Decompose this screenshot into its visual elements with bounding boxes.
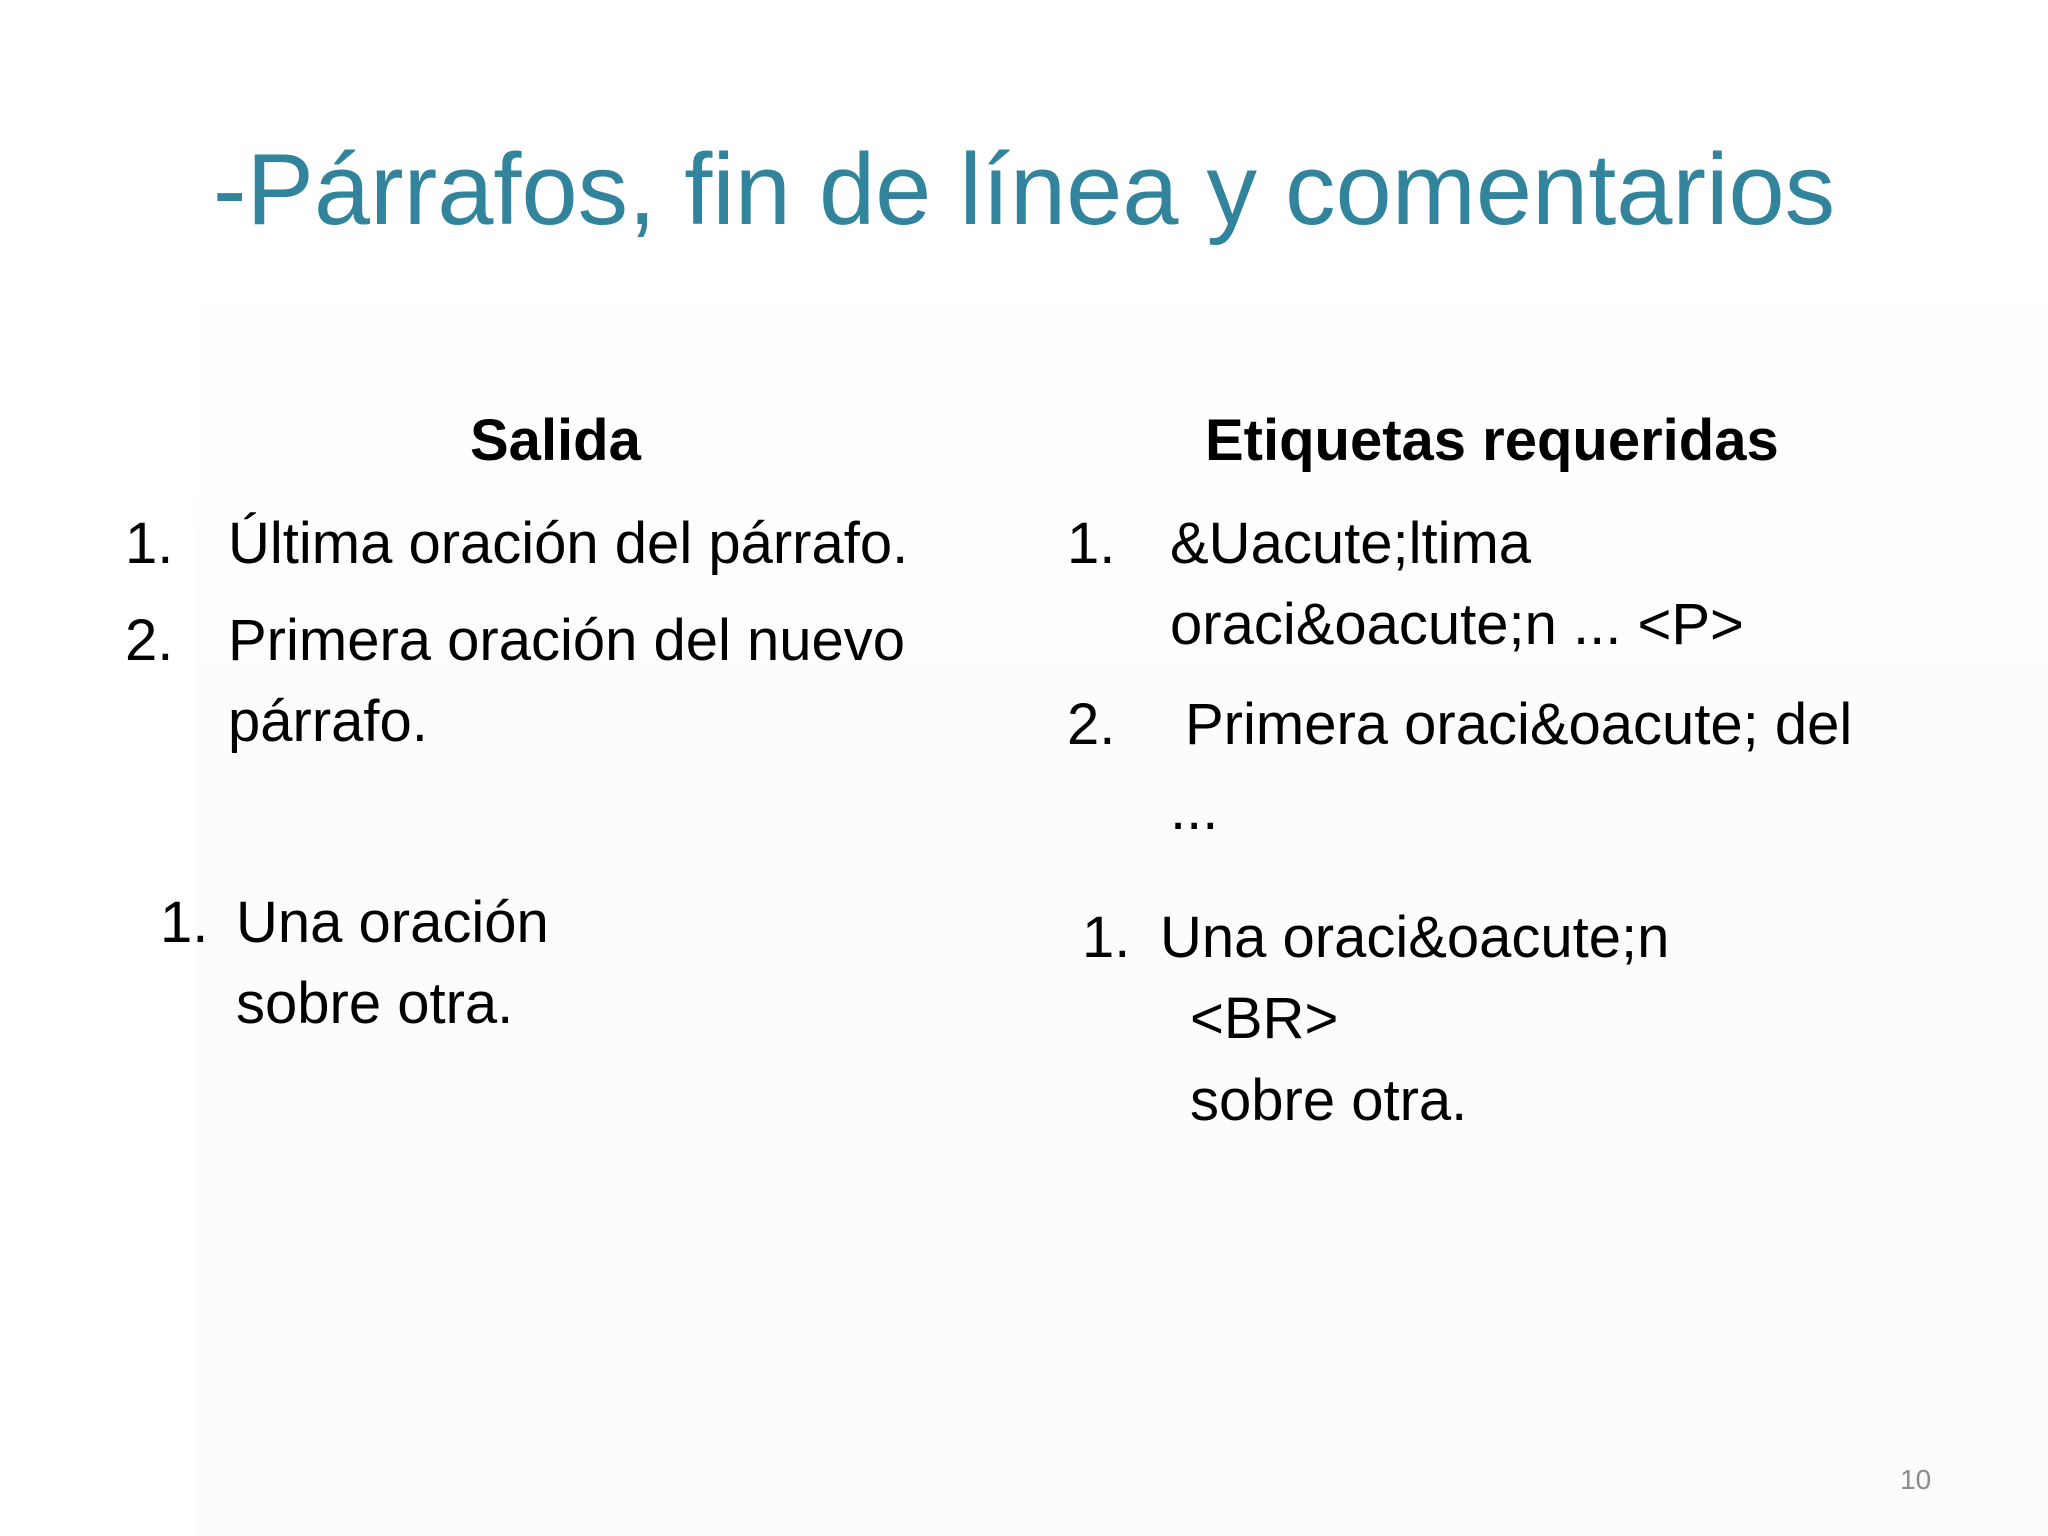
list-item-text: <BR> [1190, 986, 1339, 1051]
list-number: 1. [160, 890, 209, 955]
list-number: 2. [125, 608, 174, 673]
list-number: 2. [1067, 692, 1116, 757]
list-item-text: párrafo. [228, 689, 428, 754]
list-number: 1. [125, 511, 174, 576]
page-number: 10 [1900, 1464, 1932, 1495]
list-number: 1. [1067, 511, 1116, 576]
list-item-text: Primera oraci&oacute; del [1185, 692, 1853, 757]
list-item-text: oraci&oacute;n ... <P> [1170, 592, 1744, 657]
right-column-heading: Etiquetas requeridas [1205, 408, 1779, 473]
list-number: 1. [1082, 905, 1131, 970]
list-item-text: Última oración del párrafo. [228, 511, 909, 576]
list-item-text: ... [1170, 777, 1219, 842]
list-item-text: &Uacute;ltima [1170, 511, 1532, 576]
left-column-heading: Salida [470, 408, 641, 473]
slide-title: -Párrafos, fin de línea y comentarios [212, 134, 1836, 246]
list-item-text: Primera oración del nuevo [228, 608, 906, 673]
list-item-text: Una oraci&oacute;n [1160, 905, 1670, 970]
list-item-text: Una oración [236, 890, 549, 955]
list-item-text: sobre otra. [236, 971, 514, 1036]
list-item-text: sobre otra. [1190, 1068, 1468, 1133]
